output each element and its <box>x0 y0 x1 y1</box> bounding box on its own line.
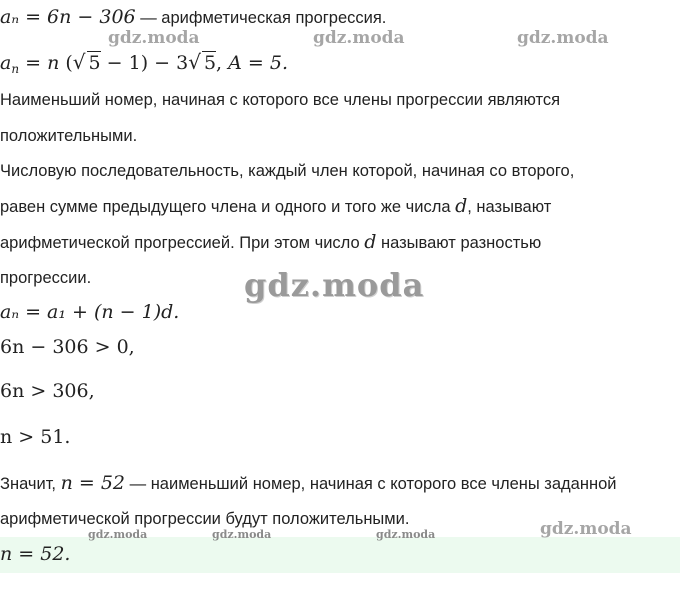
definition-line-2: равен сумме предыдущего члена и одного и того же числа d, называют <box>0 195 552 217</box>
task-text-line-2: положительными. <box>0 127 138 145</box>
watermark: gdz.moda <box>108 28 200 48</box>
formula-line-2 <box>0 51 288 80</box>
formula-an: aₙ = 6n − 306 <box>0 6 136 28</box>
formula-line-1 <box>0 6 386 29</box>
task-text-line-1: Наименьший номер, начиная с которого все члены прогрессии являются <box>0 91 561 109</box>
watermark: gdz.moda <box>313 28 405 48</box>
formula-general-term: $a_n = n$ (√ 5 − 1) − 3√ 5, A = 5. <box>0 50 288 76</box>
watermark: gdz.moda <box>540 519 632 539</box>
watermark: gdz.moda <box>517 28 609 48</box>
watermark: gdz.moda <box>88 528 148 541</box>
inequality-3: n > 51. <box>0 426 71 448</box>
progression-label: — арифметическая прогрессия. <box>135 9 387 27</box>
conclusion-line-1: Значит, n = 52 — наименьший номер, начиная с которого все члены заданной <box>0 472 617 494</box>
watermark: gdz.moda <box>212 528 272 541</box>
watermark: gdz.moda <box>376 528 436 541</box>
definition-line-4: прогрессии. <box>0 269 92 287</box>
formula-nth-term: aₙ = a₁ + (n − 1)d. <box>0 301 180 323</box>
answer: n = 52. <box>0 543 71 565</box>
inequality-2: 6n > 306, <box>0 380 95 402</box>
inequality-1: 6n − 306 > 0, <box>0 336 135 358</box>
definition-line-3: арифметической прогрессией. При этом число d называют разностью <box>0 231 542 253</box>
definition-line-1: Числовую последовательность, каждый член которой, начиная со второго, <box>0 162 575 180</box>
watermark: gdz.moda <box>244 266 425 304</box>
conclusion-line-2: арифметической прогрессии будут положительными. <box>0 510 410 528</box>
answer-highlight <box>0 537 680 573</box>
